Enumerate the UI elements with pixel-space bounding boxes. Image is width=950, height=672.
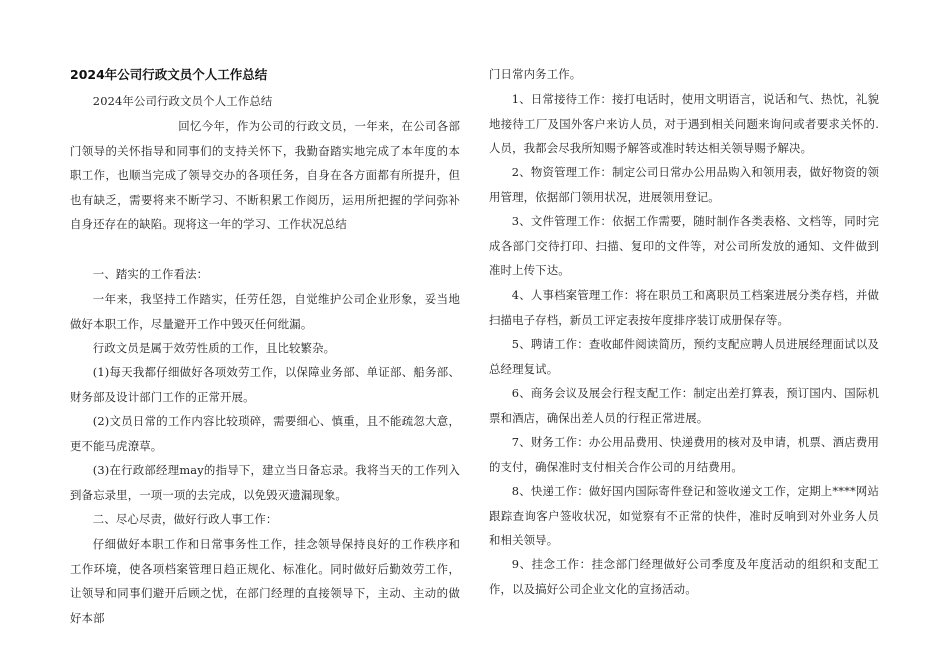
body-paragraph: 一年来，我坚持工作踏实，任劳任怨，自觉维护公司企业形象，妥当地做好本职工作，尽量避开工作中毁灭任何纰漏。	[70, 292, 460, 331]
continued-paragraph: 门日常内务工作。	[489, 67, 582, 81]
work-item-archives: 4、人事档案管理工作：将在职员工和离职员工档案进展分类存档，并做扫描电子存档，新员工评定表按年度排序装订成册保存等。	[489, 288, 879, 327]
section-heading-1: 一、踏实的工作看法：	[92, 267, 209, 281]
list-item: (1)每天我都仔细做好各项效劳工作，以保障业务部、单证部、船务部、财务部及设计部门工作的正常开展。	[70, 365, 460, 404]
list-item: (2)文员日常的工作内容比较琐碎，需要细心、慎重，且不能疏忽大意，更不能马虎潦草。	[70, 414, 460, 453]
list-item: (3)在行政部经理may的指导下，建立当日备忘录。我将当天的工作列入到备忘录里，一项一项的去完成，以免毁灭遗漏现象。	[70, 463, 460, 502]
section-heading-2: 二、尽心尽责，做好行政人事工作：	[92, 512, 278, 526]
work-item-courier: 8、快递工作：做好国内国际寄件登记和签收递文工作，定期上****网站跟踪查询客户签收状况，如觉察有不正常的快件，准时反响到对外业务人员和相关领导。	[489, 484, 879, 547]
work-item-documents: 3、文件管理工作：依据工作需要，随时制作各类表格、文档等，同时完成各部门交待打印、扫描、复印的文件等，对公司所发放的通知、文件做到准时上传下达。	[489, 214, 879, 277]
work-item-reception: 1、日常接待工作：接打电话时，使用文明语言，说话和气、热忱，礼貌地接待工厂及国外客户来访人员，对于遇到相关问题来询问或者要求关怀的.人员，我都会尽我所知赐予解答或准时转达相关领导赐予解决。	[489, 92, 879, 155]
work-item-finance: 7、财务工作：办公用品费用、快递费用的核对及申请，机票、酒店费用的支付，确保准时支付相关合作公司的月结费用。	[489, 435, 879, 474]
work-item-recruitment: 5、聘请工作：查收邮件阅读简历，预约支配应聘人员进展经理面试以及总经理复试。	[489, 337, 879, 376]
document-title: 2024年公司行政文员个人工作总结	[70, 67, 268, 82]
body-paragraph: 仔细做好本职工作和日常事务性工作，挂念领导保持良好的工作秩序和工作环境，使各项档案管理日趋正规化、标准化。同时做好后勤效劳工作，让领导和同事们避开后顾之忧，在部门经理的直接领导下，主动、主动的做好本部	[70, 537, 460, 625]
intro-paragraph: 回忆今年，作为公司的行政文员，一年来，在公司各部门领导的关怀指导和同事们的支持关怀下，我勤奋踏实地完成了本年度的本职工作，也顺当完成了领导交办的各项任务，自身在各方面都有所提升，但也有缺乏，需要将来不断学习、不断积累工作阅历，运用所把握的学问弥补自身还存在的缺陷。现将这一年的学习、工作状况总结	[70, 119, 460, 231]
work-item-supplies: 2、物资管理工作：制定公司日常办公用品购入和领用表，做好物资的领用管理，依据部门领用状况，进展领用登记。	[489, 165, 879, 204]
body-paragraph: 行政文员是属于效劳性质的工作，且比较繁杂。	[92, 341, 336, 355]
work-item-events: 9、挂念工作：挂念部门经理做好公司季度及年度活动的组织和支配工作，以及搞好公司企业文化的宣扬活动。	[489, 557, 879, 596]
work-item-travel: 6、商务会议及展会行程支配工作：制定出差打算表，预订国内、国际机票和酒店，确保出差人员的行程正常进展。	[489, 386, 879, 425]
document-subtitle: 2024年公司行政文员个人工作总结	[92, 94, 273, 108]
